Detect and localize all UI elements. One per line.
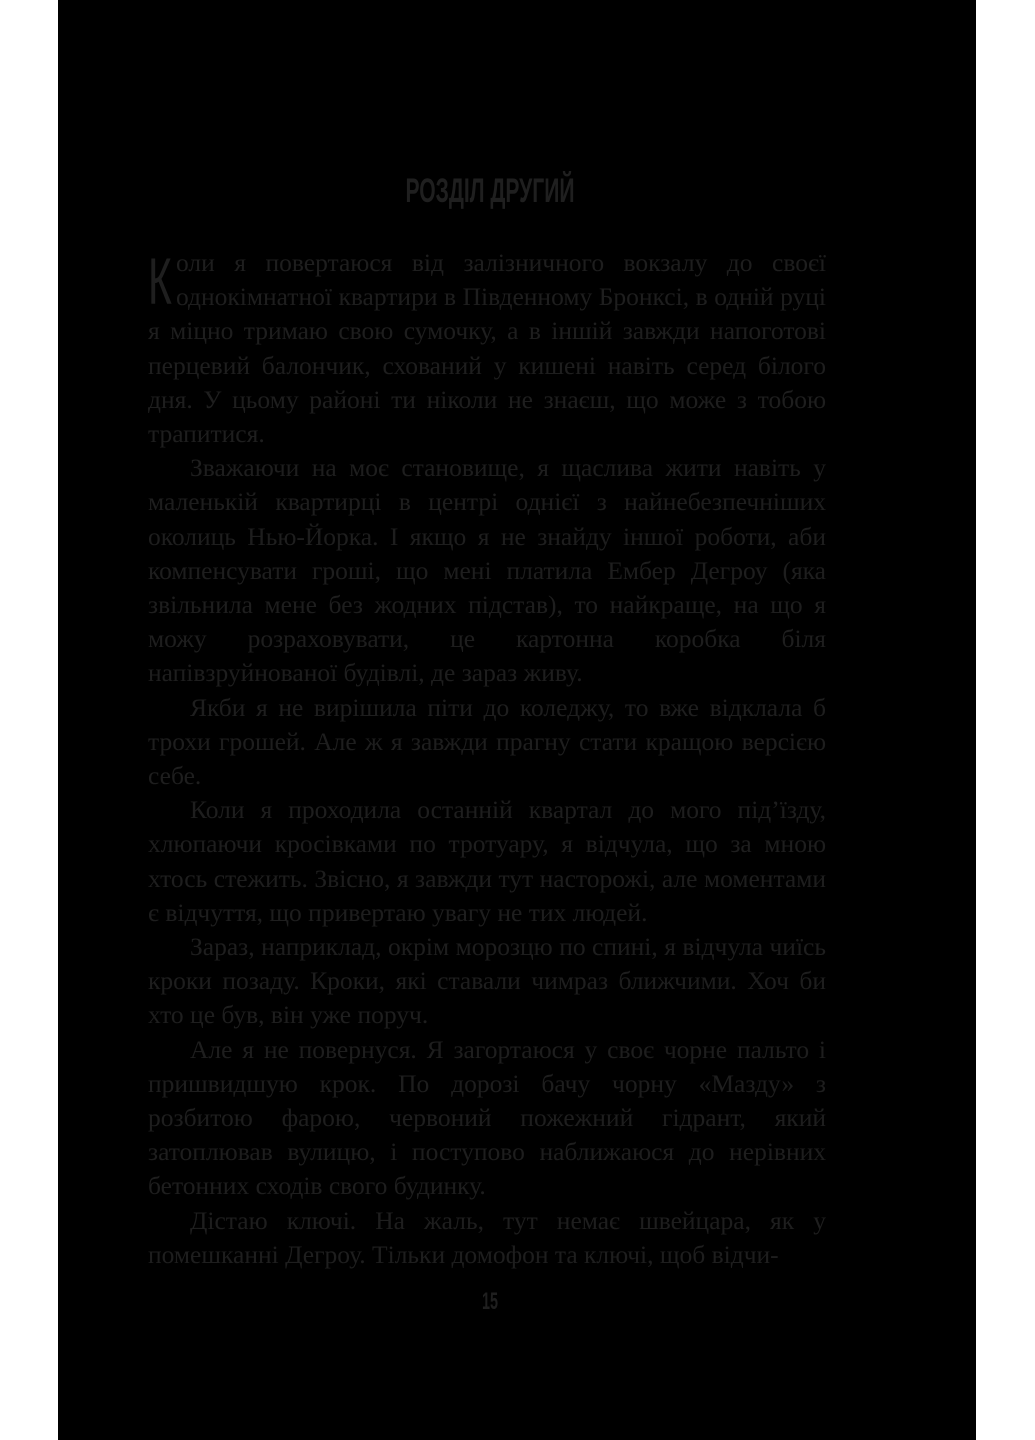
- paragraph: Якби я не вирішила піти до коледжу, то вже відклала б трохи грошей. Але ж я завжди прагну стати кращою версією себе.: [148, 692, 826, 791]
- paragraph: Дістаю ключі. На жаль, тут немає швейцара, як у помешканні Дегроу. Тільки домофон та ключі, щоб відчи-: [148, 1205, 826, 1269]
- page-number: 15: [481, 1288, 499, 1315]
- paragraph-text: оли я повертаюся від залізничного вокзалу до своєї однокімнатної квартири в Південному Бронксі, в одній руці я міцно тримаю свою сумочку, а в іншій завжди напоготові перцевий балончик, схований у кишені навіть серед білого дня. У цьому районі ти ніколи не знаєш, що може з тобою трапитися.: [148, 248, 826, 449]
- paragraph: Коли я проходила останній квартал до мого під’їзду, хлюпаючи кросівками по тротуару, я відчула, що за мною хтось стежить. Звісно, я завжди тут насторожі, але моментами є відчуття, що привертаю увагу не тих людей.: [148, 795, 826, 927]
- paragraph: Зважаючи на моє становище, я щаслива жити навіть у маленькій квартирці в центрі однієї з найнебезпечніших околиць Нью-Йорка. І якщо я не знайду іншої роботи, аби компенсувати гроші, що мені платила Ембер Дегроу (яка звільнила мене без жодних підстав), то найкраще, на що я можу розраховувати, це картонна коробка біля напівзруйнованої будівлі, де зараз живу.: [148, 453, 826, 688]
- paragraph: Зараз, наприклад, окрім морозцю по спині, я відчула чиїсь кроки позаду. Кроки, які ставали чимраз ближчими. Хоч би хто це був, він уже поруч.: [148, 932, 826, 1030]
- paragraph: Але я не повернуся. Я загортаюся у своє чорне пальто і пришвидшую крок. По дорозі бачу чорну «Мазду» з розбитою фарою, червоний пожежний гідрант, який затоплював вулицю, і поступово наближаюся до нерівних бетонних сходів свого будинку.: [148, 1034, 826, 1201]
- drop-cap: К: [148, 244, 172, 318]
- chapter-title: РОЗДІЛ ДРУГИЙ: [405, 172, 575, 210]
- paragraph: [148, 246, 826, 451]
- book-page: [58, 0, 976, 1440]
- chapter-body: [148, 246, 826, 1272]
